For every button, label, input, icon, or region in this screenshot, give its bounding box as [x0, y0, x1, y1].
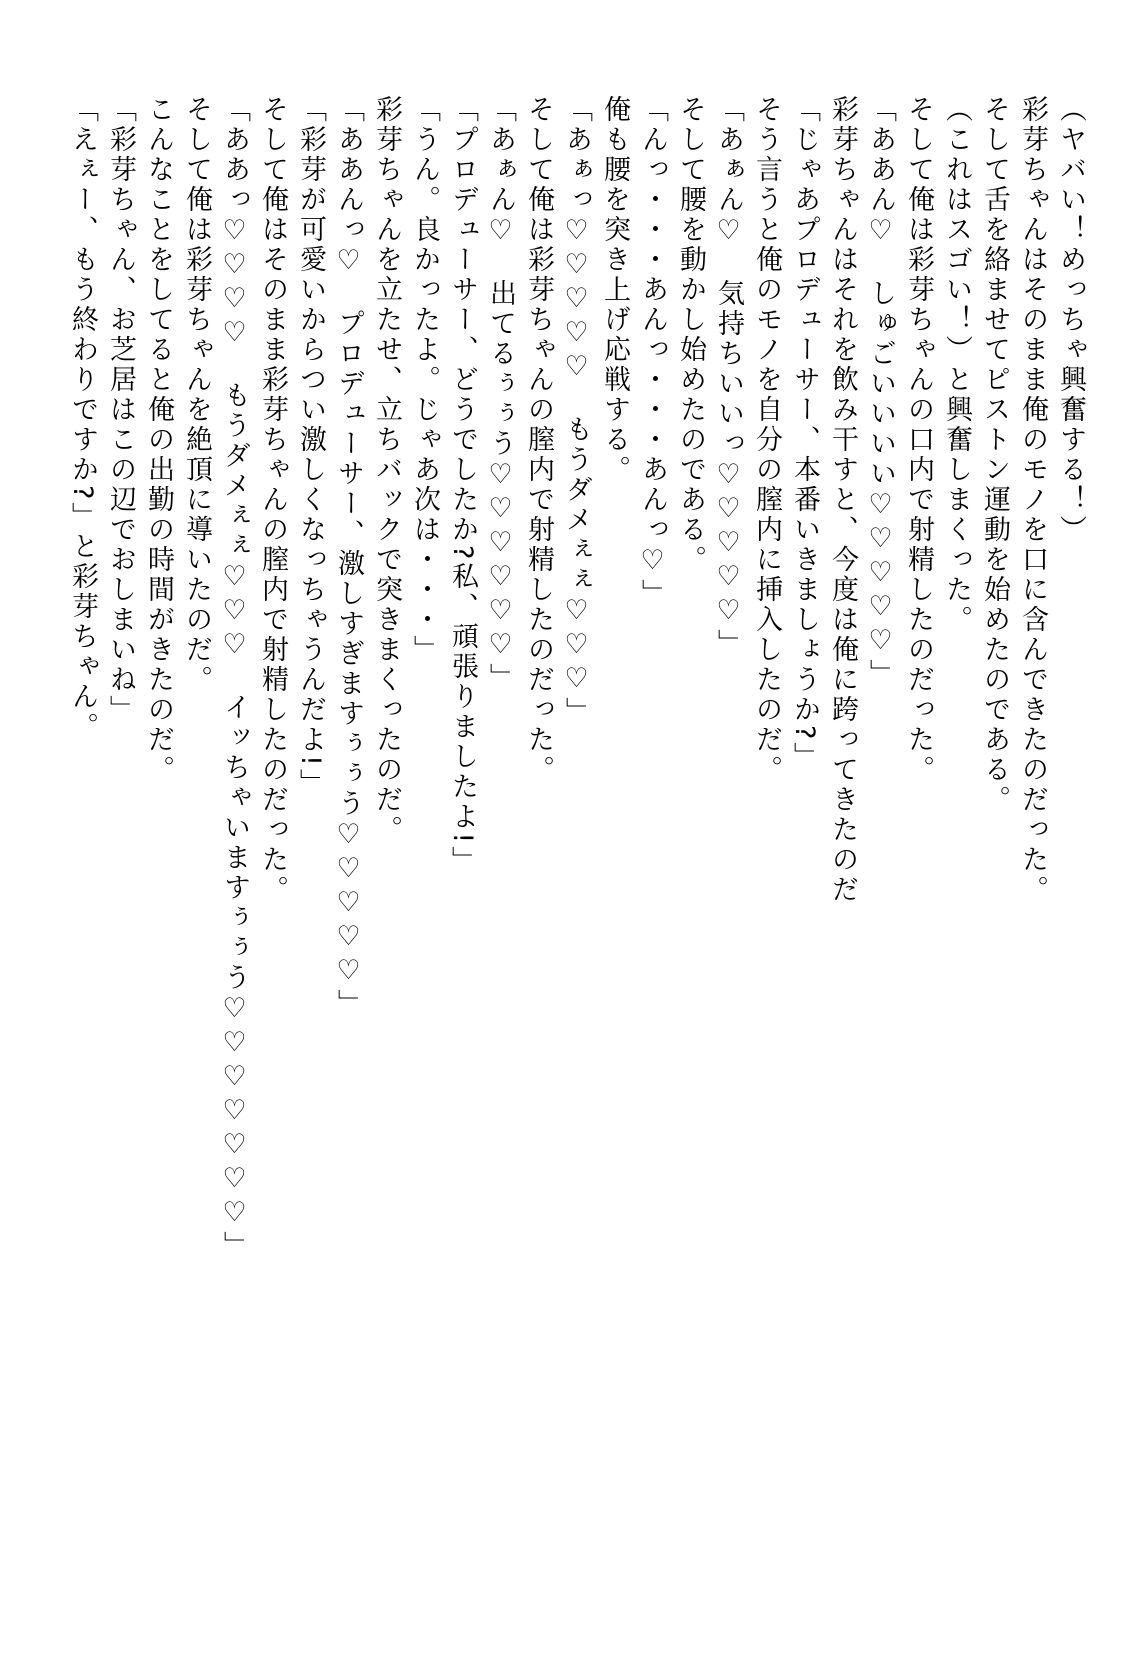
paragraph-column: （これはスゴい！）と興奮しまくった。: [941, 95, 972, 635]
paragraph-column: 「うん。良かったよ。じゃあ次は・・・」: [409, 95, 440, 665]
paragraph-column: そして俺は彩芽ちゃんの膣内で射精したのだった。: [523, 95, 554, 785]
paragraph-column: 「あぁん♡ 気持ちいいっ♡♡♡♡♡」: [713, 95, 744, 659]
paragraph-column: 「んっ・・・あんっ・・・あんっ♡」: [637, 95, 668, 609]
paragraph-column: そして腰を動かし始めたのである。: [675, 95, 706, 575]
paragraph-column: 「あぁん♡ 出てるぅぅう♡♡♡♡♡♡」: [485, 95, 516, 693]
paragraph-column: そして俺はそのまま彩芽ちゃんの膣内で射精したのだった。: [257, 95, 288, 905]
paragraph-column: そして俺は彩芽ちゃんを絶頂に導いたのだ。: [181, 95, 212, 695]
paragraph-column: そして俺は彩芽ちゃんの口内で射精したのだった。: [903, 95, 934, 785]
paragraph-column: こんなことをしてると俺の出勤の時間がきたのだ。: [143, 95, 174, 785]
paragraph-column: 「ああっ♡♡♡♡ もうダメぇぇ♡♡♡ イッちゃいますぅぅう♡♡♡♡♡♡♡」: [219, 95, 250, 1261]
paragraph-column: 「彩芽が可愛いからつい激しくなっちゃうんだよ!」: [295, 95, 326, 799]
paragraph-column: 「彩芽ちゃん、お芝居はこの辺でおしまいね」: [105, 95, 136, 725]
paragraph-column: 「あぁっ♡♡♡♡♡ もうダメぇぇ♡♡♡」: [561, 95, 592, 727]
paragraph-column: 俺も腰を突き上げ応戦する。: [599, 95, 630, 485]
paragraph-column: 「ああんっ♡ プロデューサー、激しすぎますぅぅう♡♡♡♡♡」: [333, 95, 364, 1019]
vertical-text-block: [33, 0, 1147, 1672]
paragraph-column: 「ああん♡ しゅごいいいい♡♡♡♡♡」: [865, 95, 896, 689]
paragraph-column: 「じゃあプロデューサー、本番いきましょうか?」: [789, 95, 820, 773]
paragraph-column: 彩芽ちゃんはそのまま俺のモノを口に含んできたのだった。: [1017, 95, 1048, 905]
paragraph-column: 彩芽ちゃんはそれを飲み干すと、今度は俺に跨ってきたのだ: [827, 95, 858, 905]
paragraph-column: そして舌を絡ませてピストン運動を始めたのである。: [979, 95, 1010, 815]
paragraph-column: （ヤバい！めっちゃ興奮する！）: [1055, 95, 1086, 545]
paragraph-column: そう言うと俺のモノを自分の膣内に挿入したのだ。: [751, 95, 782, 785]
paragraph-column: 「プロデューサー、どうでしたか?私、頑張りましたよ!」: [447, 95, 478, 877]
paragraph-column: 彩芽ちゃんを立たせ、立ちバックで突きまくったのだ。: [371, 95, 402, 845]
paragraph-column: 「えぇー、もう終わりですか?」と彩芽ちゃん。: [67, 95, 98, 743]
